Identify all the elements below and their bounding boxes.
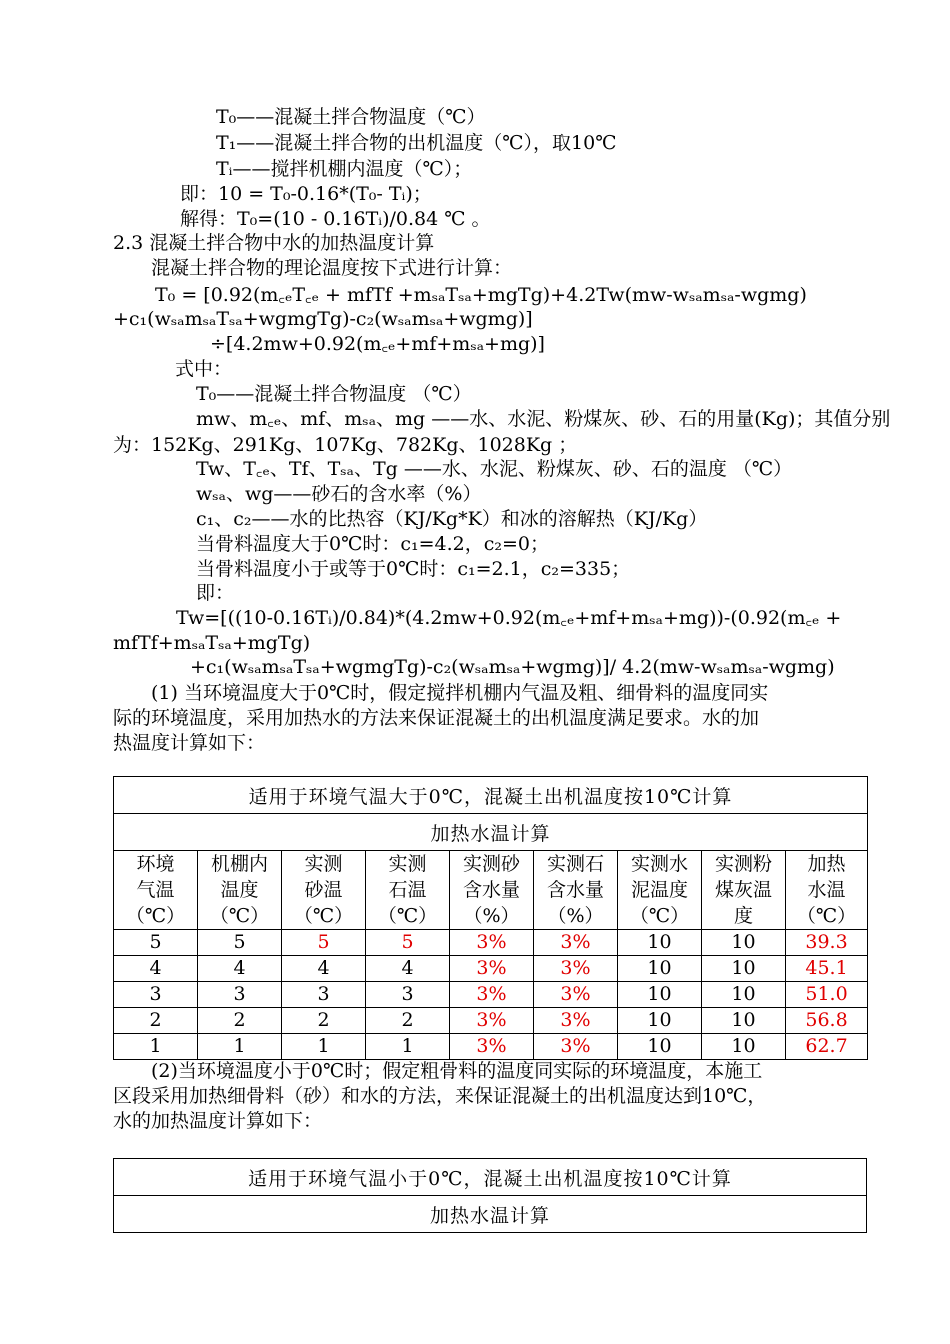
table-cell: 1	[198, 1034, 282, 1060]
column-header-line: 温度	[220, 879, 259, 901]
text-line: 当骨料温度大于0℃时：c₁=4.2，c₂=0；	[196, 533, 550, 555]
table-cell: 4	[114, 956, 198, 982]
text-line: 式中：	[175, 358, 233, 380]
column-header-line: 实测	[304, 853, 343, 875]
table-cell: 4	[198, 956, 282, 982]
text-line: mw、m꜀ₑ、mf、mₛₐ、mg ——水、水泥、粉煤灰、砂、石的用量(Kg)；其值分别	[196, 408, 891, 430]
table-cell: 4	[366, 956, 450, 982]
table-cell: 3%	[534, 930, 618, 956]
table-cell: 2	[282, 1008, 366, 1034]
column-header-line: 实测砂	[462, 853, 520, 875]
table-cell: 10	[702, 1008, 786, 1034]
table-cell: 5	[282, 930, 366, 956]
table-title: 适用于环境气温小于0℃，混凝土出机温度按10℃计算	[114, 1159, 867, 1196]
table-subtitle: 加热水温计算	[114, 814, 868, 851]
table-cell: 3%	[450, 956, 534, 982]
column-header-line: 加热	[807, 853, 846, 875]
text-line: 即：10 = T₀-0.16*(T₀- Tᵢ)；	[180, 183, 432, 205]
column-header	[534, 851, 618, 930]
table-cell: 1	[282, 1034, 366, 1060]
text-line: mfTf+mₛₐTₛₐ+mgTg)	[113, 632, 311, 654]
table-cell: 10	[618, 982, 702, 1008]
column-header-line: （℃）	[629, 905, 690, 927]
table-cell: 10	[618, 1008, 702, 1034]
table-row	[114, 956, 868, 982]
table-cell: 2	[366, 1008, 450, 1034]
column-header	[450, 851, 534, 930]
column-header-line: 含水量	[462, 879, 520, 901]
table-row	[114, 1034, 868, 1060]
column-header-line: （%）	[463, 905, 520, 927]
column-header-line: 实测粉	[714, 853, 772, 875]
text-line: 2.3 混凝土拌合物中水的加热温度计算	[113, 232, 435, 254]
text-line: 解得：T₀=(10 - 0.16Tᵢ)/0.84 ℃ 。	[180, 208, 491, 230]
table-cell: 51.0	[786, 982, 868, 1008]
heating-table-above-zero	[113, 776, 868, 1060]
table-row	[114, 982, 868, 1008]
text-line: 为：152Kg、291Kg、107Kg、782Kg、1028Kg ；	[113, 434, 578, 456]
text-line: +c₁(wₛₐmₛₐTₛₐ+wgmgTg)-c₂(wₛₐmₛₐ+wgmg)]/ 4.2(mw-wₛₐmₛₐ-wgmg)	[190, 656, 835, 678]
column-header	[702, 851, 786, 930]
table-cell: 3	[282, 982, 366, 1008]
table-cell: 3%	[450, 982, 534, 1008]
table-cell: 3%	[534, 982, 618, 1008]
text-line: (1) 当环境温度大于0℃时，假定搅拌机棚内气温及粗、细骨料的温度同实	[151, 682, 769, 704]
column-header-line: （%）	[547, 905, 604, 927]
text-line: Tw=[((10-0.16Tᵢ)/0.84)*(4.2mw+0.92(m꜀ₑ+mf+mₛₐ+mg))-(0.92(m꜀ₑ +	[176, 607, 842, 629]
table-cell: 3%	[450, 1034, 534, 1060]
text-line: 即：	[196, 582, 235, 604]
text-line: ÷[4.2mw+0.92(m꜀ₑ+mf+mₛₐ+mg)]	[210, 333, 545, 355]
column-header-line: 实测	[388, 853, 427, 875]
text-line: Tw、T꜀ₑ、Tf、Tₛₐ、Tg ——水、水泥、粉煤灰、砂、石的温度 （℃）	[196, 458, 793, 480]
table-row	[114, 930, 868, 956]
table-row	[114, 1008, 868, 1034]
table-cell: 3%	[534, 1008, 618, 1034]
table-cell: 2	[114, 1008, 198, 1034]
text-line: c₁、c₂——水的比热容（KJ/Kg*K）和冰的溶解热（KJ/Kg）	[196, 508, 708, 530]
table-cell: 10	[702, 930, 786, 956]
table-cell: 4	[282, 956, 366, 982]
text-line: 际的环境温度，采用加热水的方法来保证混凝土的出机温度满足要求。水的加	[113, 707, 760, 729]
column-header-line: 石温	[388, 879, 427, 901]
text-line: 区段采用加热细骨料（砂）和水的方法，来保证混凝土的出机温度达到10℃，	[113, 1085, 767, 1107]
text-line: 混凝土拌合物的理论温度按下式进行计算：	[151, 257, 513, 279]
table-cell: 10	[618, 956, 702, 982]
table-cell: 3%	[450, 1008, 534, 1034]
column-header	[198, 851, 282, 930]
column-header-line: 实测水	[630, 853, 688, 875]
table-cell: 10	[702, 1034, 786, 1060]
table-title: 适用于环境气温大于0℃，混凝土出机温度按10℃计算	[114, 777, 868, 814]
text-line: (2)当环境温度小于0℃时；假定粗骨料的温度同实际的环境温度，本施工	[151, 1060, 763, 1082]
column-header-line: （℃）	[125, 905, 186, 927]
table-subtitle: 加热水温计算	[114, 1196, 867, 1233]
column-header-line: 机棚内	[210, 853, 268, 875]
table-cell: 10	[618, 930, 702, 956]
column-header-line: 泥温度	[630, 879, 688, 901]
table-cell: 10	[702, 982, 786, 1008]
table-cell: 5	[366, 930, 450, 956]
column-header-line: （℃）	[209, 905, 270, 927]
table-cell: 10	[618, 1034, 702, 1060]
table-cell: 5	[198, 930, 282, 956]
table-cell: 3	[366, 982, 450, 1008]
table-cell: 45.1	[786, 956, 868, 982]
table-cell: 1	[114, 1034, 198, 1060]
column-header	[366, 851, 450, 930]
text-line: T₁——混凝土拌合物的出机温度（℃），取10℃	[216, 132, 617, 154]
text-line: 水的加热温度计算如下：	[113, 1110, 323, 1132]
table-cell: 1	[366, 1034, 450, 1060]
table-cell: 62.7	[786, 1034, 868, 1060]
table-cell: 3	[198, 982, 282, 1008]
text-line: +c₁(wₛₐmₛₐTₛₐ+wgmgTg)-c₂(wₛₐmₛₐ+wgmg)]	[113, 308, 533, 330]
text-line: T₀——混凝土拌合物温度（℃）	[216, 106, 486, 128]
text-line: T₀——混凝土拌合物温度 （℃）	[196, 383, 472, 405]
column-header-line: 砂温	[304, 879, 343, 901]
column-header	[786, 851, 868, 930]
table-cell: 2	[198, 1008, 282, 1034]
text-line: 当骨料温度小于或等于0℃时：c₁=2.1，c₂=335；	[196, 558, 631, 580]
table-cell: 3	[114, 982, 198, 1008]
column-header-line: （℃）	[377, 905, 438, 927]
text-line: T₀ = [0.92(m꜀ₑT꜀ₑ + mfTf +mₛₐTₛₐ+mgTg)+4.2Tw(mw-wₛₐmₛₐ-wgmg)	[155, 284, 807, 306]
column-header	[282, 851, 366, 930]
column-header-line: 含水量	[546, 879, 604, 901]
column-header-line: 度	[733, 905, 753, 927]
text-line: 热温度计算如下：	[113, 732, 266, 754]
text-line: Tᵢ——搅拌机棚内温度（℃）；	[216, 158, 473, 180]
table-cell: 3%	[450, 930, 534, 956]
heating-table-below-zero	[113, 1158, 867, 1233]
column-header-line: （℃）	[293, 905, 354, 927]
column-header-line: 气温	[136, 879, 175, 901]
column-header	[114, 851, 198, 930]
table-cell: 3%	[534, 1034, 618, 1060]
column-header-line: 环境	[136, 853, 175, 875]
table-cell: 10	[702, 956, 786, 982]
column-header-line: 实测石	[546, 853, 604, 875]
column-header-line: 煤灰温	[714, 879, 772, 901]
column-header-line: 水温	[807, 879, 846, 901]
column-header	[618, 851, 702, 930]
table-cell: 3%	[534, 956, 618, 982]
column-header-line: （℃）	[796, 905, 857, 927]
table-cell: 39.3	[786, 930, 868, 956]
table-cell: 56.8	[786, 1008, 868, 1034]
table-cell: 5	[114, 930, 198, 956]
text-line: wₛₐ、wg——砂石的含水率（%）	[196, 483, 482, 505]
